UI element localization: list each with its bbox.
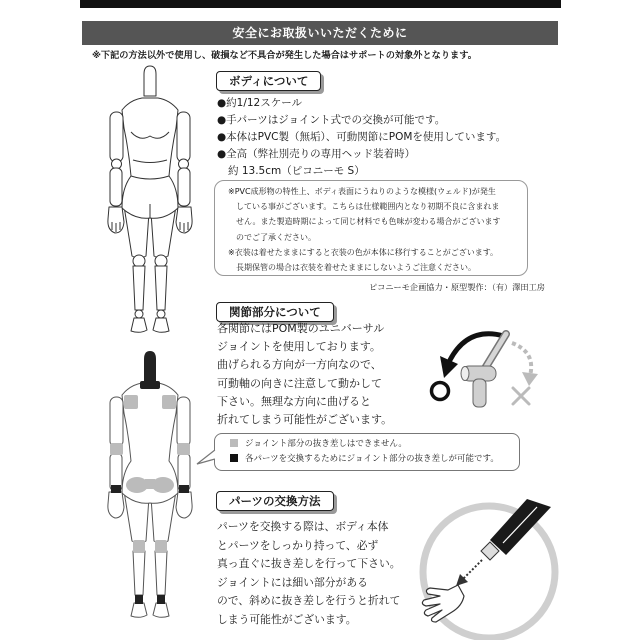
text-line: ので、斜めに抜き差しを行うと折れて bbox=[217, 594, 401, 608]
hand-icon bbox=[422, 585, 464, 622]
text-line: 曲げられる方向が一方向なので、 bbox=[217, 358, 382, 372]
legend-text: 各パーツを交換するためにジョイント部分の抜き差しが可能です。 bbox=[245, 454, 499, 464]
parts-exchange-illustration bbox=[410, 490, 570, 640]
cross-icon bbox=[513, 388, 529, 404]
text-line: 可動軸の向きに注意して動かして bbox=[217, 376, 382, 390]
list-item: ●本体はPVC製（無垢）、可動関節にPOMを使用しています。 bbox=[217, 131, 507, 143]
text-line: ジョイントには細い部分がある bbox=[217, 575, 368, 589]
text-line: ジョイントを使用しております。 bbox=[217, 340, 381, 354]
joint-map-figure bbox=[95, 345, 205, 630]
black-square-icon bbox=[230, 454, 238, 462]
text-line: パーツを交換する際は、ボディ本体 bbox=[217, 520, 389, 533]
gray-square-icon bbox=[230, 439, 238, 447]
text-line: 折れてしまう可能性がございます。 bbox=[217, 413, 393, 427]
torso bbox=[122, 66, 178, 218]
note-line: している事がございます。こちらは仕様範囲内となり初期不良に含まれま bbox=[236, 202, 500, 212]
note-line: ※衣装は着せたままにすると衣装の色が本体に移行することがございます。 bbox=[228, 247, 499, 257]
legend-text: ジョイント部分の抜き差しはできません。 bbox=[245, 439, 407, 449]
legend-item-removable bbox=[230, 452, 519, 467]
body-spec-list bbox=[217, 95, 506, 180]
joint-legend-box bbox=[214, 433, 520, 471]
joint-description bbox=[217, 320, 392, 429]
wrong-direction-arrow bbox=[512, 343, 538, 386]
support-notice: ※下記の方法以外で使用し、破損など不具合が発生した場合はサポートの対象外となります。 bbox=[92, 50, 477, 61]
parts-description bbox=[217, 518, 401, 630]
pull-arrow-icon bbox=[456, 560, 482, 586]
credit-line: ピコニーモ企画協力・原型製作：（有）澤田工房 bbox=[368, 282, 545, 292]
page-title: 安全にお取扱いいただくために bbox=[82, 21, 558, 45]
note-line: 長期保管の場合は衣装を着せたままにしないようご注意ください。 bbox=[236, 263, 476, 273]
section-label-body: ボディについて bbox=[216, 71, 321, 91]
note-line: ※PVC成形物の特性上、ボディ表面にうねりのような模様(ウェルド)が発生 bbox=[228, 187, 496, 196]
text-line: 下さい。無理な方向に曲げると bbox=[217, 394, 371, 408]
top-black-bar bbox=[80, 0, 561, 8]
joint-part-icon bbox=[461, 334, 506, 407]
list-item: ●約1/12スケール bbox=[217, 97, 303, 109]
text-line: しまう可能性がございます。 bbox=[217, 612, 357, 626]
text-line: 真っ直ぐに抜き差しを行って下さい。 bbox=[217, 557, 401, 571]
bubble-tail bbox=[196, 448, 218, 470]
legs bbox=[124, 206, 176, 332]
section-label-parts: パーツの交換方法 bbox=[216, 491, 334, 511]
height-value: 約 13.5cm（ピコニーモ S） bbox=[228, 165, 365, 177]
list-item: ●手パーツはジョイント式での交換が可能です。 bbox=[217, 114, 446, 126]
body-figure-illustration bbox=[95, 60, 205, 340]
note-box bbox=[214, 180, 528, 276]
note-line: せん。また製造時期によって同じ材料でも色味が変わる場合がございます bbox=[236, 217, 501, 227]
legend-item-fixed bbox=[230, 437, 519, 452]
joint-direction-illustration bbox=[420, 320, 550, 415]
text-line: とパーツをしっかり持って、必ず bbox=[217, 538, 379, 552]
circle-icon bbox=[432, 383, 449, 400]
list-item: ●全高（弊社別売りの専用ヘッド装着時） bbox=[217, 148, 416, 160]
note-line: のでご了承ください。 bbox=[236, 232, 316, 242]
section-label-joints: 関節部分について bbox=[216, 302, 334, 322]
text-line: 各関節にはPOM製のユニバーサル bbox=[217, 322, 385, 335]
